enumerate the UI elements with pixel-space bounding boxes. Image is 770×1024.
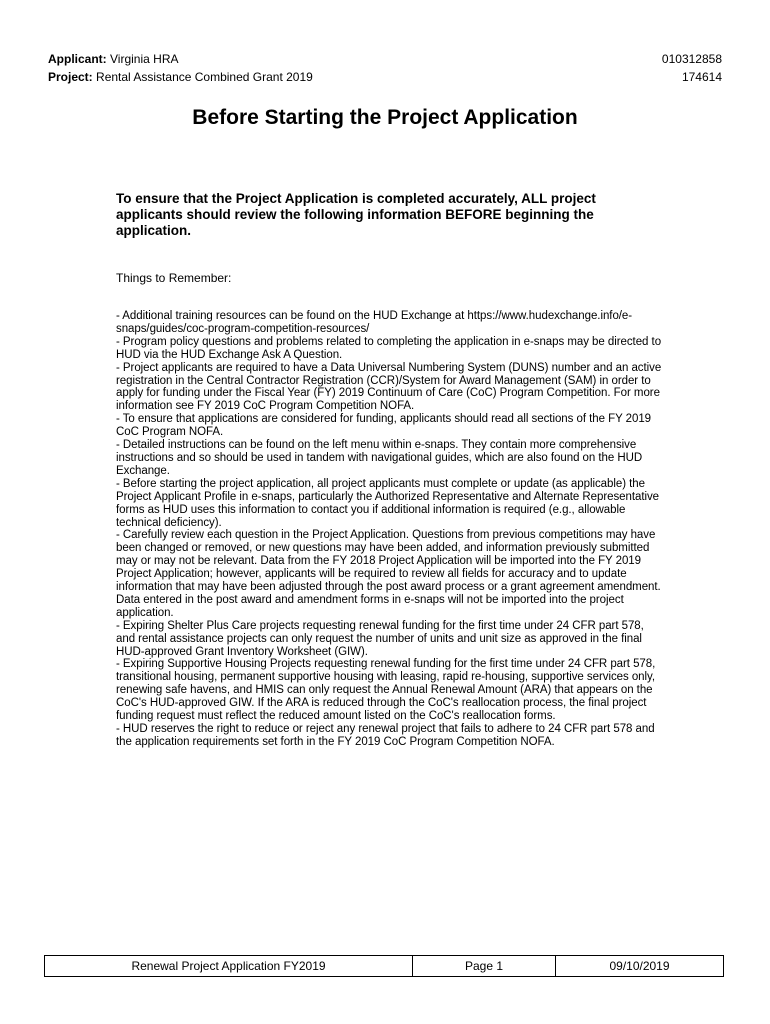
applicant-row	[48, 50, 722, 68]
page-title: Before Starting the Project Application	[192, 106, 578, 129]
project-row	[48, 68, 722, 86]
project-label: Project:	[48, 70, 93, 84]
applicant-id: 010312858	[661, 52, 722, 66]
project-value: Rental Assistance Combined Grant 2019	[96, 70, 313, 84]
things-to-remember-heading: Things to Remember:	[116, 271, 232, 285]
footer-form-name: Renewal Project Application FY2019	[45, 956, 413, 976]
instruction-item: - HUD reserves the right to reduce or reject any renewal project that fails to adhere to 24 CFR part 578 and the application requirements set forth in the FY 2019 CoC Program Competition NOFA.	[116, 723, 655, 748]
instruction-item: - Before starting the project application, all project applicants must complete or update (as applicable) the Project Applicant Profile in e-snaps, particularly the Authorized Representative and Alternate Representative forms as HUD uses this information to contact you if additional information is required (e.g., allowable technical deficiency).	[116, 477, 660, 529]
instruction-item: - Detailed instructions can be found on the left menu within e-snaps. They contain more comprehensive instructions and so should be used in tandem with navigational guides, which are also found on the HUD Exchange.	[116, 439, 643, 477]
footer-date: 09/10/2019	[609, 959, 670, 973]
instruction-item: - Expiring Shelter Plus Care projects requesting renewal funding for the first time under 24 CFR part 578, and rental assistance projects can only request the number of units and unit size as approved in the final HUD-approved Grant Inventory Worksheet (GIW).	[116, 619, 644, 658]
intro-text: To ensure that the Project Application is completed accurately, ALL project applicants should review the following information BEFORE beginning the application.	[116, 191, 596, 238]
instruction-item: - Additional training resources can be found on the HUD Exchange at https://www.hudexchange.info/e-snaps/guides/coc-program-competition-resources/	[116, 310, 633, 335]
instruction-item: - Program policy questions and problems related to completing the application in e-snaps may be directed to HUD via the HUD Exchange Ask A Question.	[116, 335, 662, 361]
applicant-label: Applicant:	[48, 52, 107, 66]
footer-page-number: Page 1	[413, 956, 556, 976]
page-footer	[44, 955, 724, 977]
project-field	[48, 68, 313, 86]
instruction-item: - Carefully review each question in the Project Application. Questions from previous competitions may have been changed or removed, or new questions may have been added, and information previously submitted may or may not be relevant. Data from the FY 2018 Project Application will be imported into the FY 2019 Project Application; however, applicants will be required to review all fields for accuracy and to update information that may have been adjusted through the post award process or a grant agreement amendment. Data entered in the post award and amendment forms in e-snaps will not be imported into the project application.	[116, 529, 661, 619]
instruction-item: - To ensure that applications are considered for funding, applicants should read all sections of the FY 2019 CoC Program NOFA.	[116, 413, 652, 439]
project-id: 174614	[681, 70, 722, 84]
instruction-item: - Expiring Supportive Housing Projects requesting renewal funding for the first time under 24 CFR part 578, transitional housing, permanent supportive housing with leasing, rapid re-housing, supportive services only, renewing safe havens, and HMIS can only request the Annual Renewal Amount (ARA) that appears on the CoC's HUD-approved GIW. If the ARA is reduced through the CoC's reallocation process, the final project funding request must reflect the reduced amount listed on the CoC's reallocation forms.	[116, 658, 656, 723]
applicant-value: Virginia HRA	[110, 52, 179, 66]
instruction-item: - Project applicants are required to have a Data Universal Numbering System (DUNS) number and an active registration in the Central Contractor Registration (CCR)/System for Award Management (SAM) in order to apply for funding under the Fiscal Year (FY) 2019 Continuum of Care (CoC) Program Competition. For more information see FY 2019 CoC Program Competition NOFA.	[116, 361, 662, 413]
page-header	[48, 50, 722, 86]
applicant-field	[48, 50, 179, 68]
instructions-list	[116, 310, 664, 749]
